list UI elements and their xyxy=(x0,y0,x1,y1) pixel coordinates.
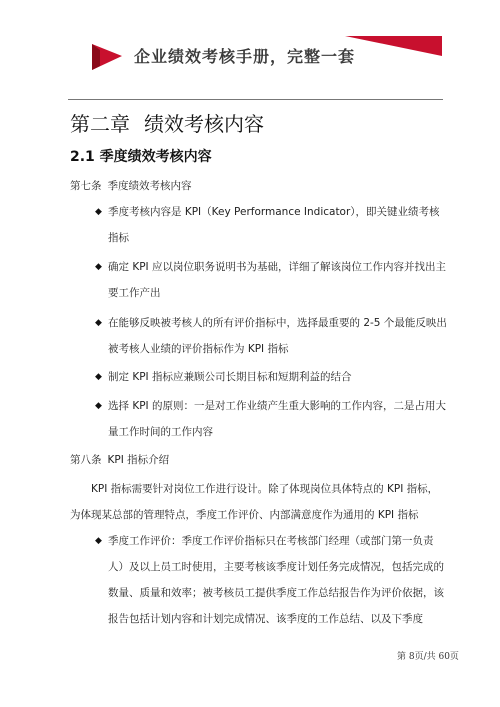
article-7-heading xyxy=(70,178,192,193)
page-number: 第 8页/共 60页 xyxy=(397,652,459,662)
list-item: ◆ 确定 KPI 应以岗位职务说明书为基础，详细了解该岗位工作内容并找出主要工作产出 xyxy=(108,254,448,306)
article-8-heading xyxy=(70,452,169,467)
chapter-heading xyxy=(70,108,264,137)
list-item: ◆ 在能够反映被考核人的所有评价指标中，选择最重要的 2-5 个最能反映出被考核人业绩的评价指标作为 KPI 指标 xyxy=(108,310,448,362)
section-heading: 2.1 季度绩效考核内容 xyxy=(70,149,212,165)
list-item: ◆ 选择 KPI 的原则：一是对工作业绩产生重大影响的工作内容，二是占用大量工作时间的工作内容 xyxy=(108,393,448,445)
article-7-title: 季度绩效考核内容 xyxy=(107,180,192,192)
article-8-paragraph: KPI 指标需要针对岗位工作进行设计。除了体现岗位具体特点的 KPI 指标，为体现某总部的管理特点，季度工作评价、内部满意度作为通用的 KPI 指标 xyxy=(70,483,439,521)
header-title: 企业绩效考核手册，完整一套 xyxy=(134,47,356,66)
bullet-diamond-icon: ◆ xyxy=(95,401,102,411)
list-item: ◆ 季度工作评价：季度工作评价指标只在考核部门经理（或部门第一负责人）及以上员工时使用，主要考核该季度计划任务完成情况，包括完成的数量、质量和效率；被考核员工提供季度工作总结报告作为评价依据，该报告包括计划内容和计划完成情况、该季度的工作总结、以及下季度 xyxy=(108,528,448,632)
bullet-diamond-icon: ◆ xyxy=(95,318,102,328)
header-rule xyxy=(68,99,443,100)
article-7-number: 第七条 xyxy=(70,180,102,192)
bullet-diamond-icon: ◆ xyxy=(95,262,102,272)
chapter-title: 绩效考核内容 xyxy=(144,112,264,136)
header-banner xyxy=(0,30,500,80)
list-item: ◆ 制定 KPI 指标应兼顾公司长期目标和短期利益的结合 xyxy=(108,364,448,390)
chapter-number: 第二章 xyxy=(70,112,130,136)
article-8-title: KPI 指标介绍 xyxy=(107,454,170,466)
bullet-diamond-icon: ◆ xyxy=(95,207,102,217)
list-item: ◆ 季度考核内容是 KPI（Key Performance Indicator），即关键业绩考核指标 xyxy=(108,199,448,251)
bullet-diamond-icon: ◆ xyxy=(95,372,102,382)
article-8-number: 第八条 xyxy=(70,454,102,466)
bullet-diamond-icon: ◆ xyxy=(95,536,102,546)
